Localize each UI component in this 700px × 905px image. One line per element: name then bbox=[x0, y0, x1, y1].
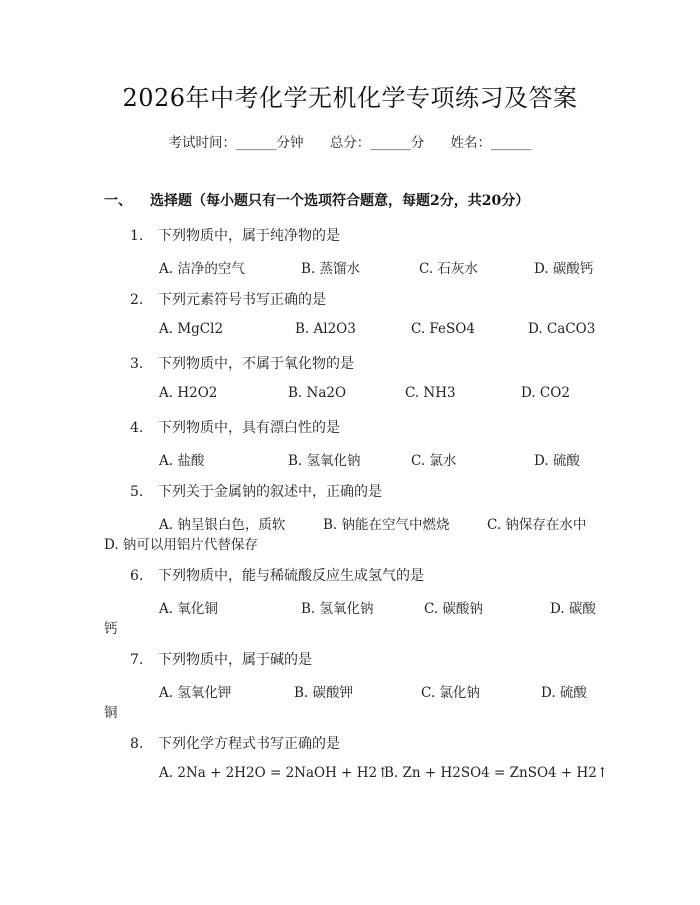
option-b: B. 氢氧化钠 bbox=[301, 601, 374, 617]
option-a: A. 2Na + 2H2O = 2NaOH + H2↑ bbox=[159, 765, 389, 781]
option-a: A. H2O2 bbox=[159, 385, 218, 401]
option-c: C. 碳酸钠 bbox=[424, 601, 483, 617]
question-text: 下列物质中，能与稀硫酸反应生成氢气的是 bbox=[158, 568, 424, 584]
option-d-head: D. 硫酸 bbox=[541, 685, 587, 701]
option-a: A. 氢氧化钾 bbox=[159, 685, 232, 701]
question-stem bbox=[130, 289, 326, 309]
section-label: 选择题（每小题只有一个选项符合题意，每题2分，共20分） bbox=[150, 193, 530, 209]
option-a: A. 洁净的空气 bbox=[159, 261, 245, 277]
option-b: B. Al2O3 bbox=[295, 321, 356, 337]
option-d-tail: 钙 bbox=[104, 621, 118, 637]
option-a: A. 氧化铜 bbox=[159, 601, 218, 617]
question-text: 下列元素符号书写正确的是 bbox=[158, 292, 326, 308]
section-number: 一、 bbox=[104, 193, 132, 209]
question-text: 下列关于金属钠的叙述中，正确的是 bbox=[158, 484, 382, 500]
option-d: D. CO2 bbox=[521, 385, 570, 401]
option-d: D. 碳酸钙 bbox=[534, 261, 594, 277]
question-number: 5. bbox=[130, 484, 144, 500]
question-stem bbox=[130, 649, 312, 669]
name-field: 姓名：______ bbox=[450, 135, 532, 151]
option-c: C. 钠保存在水中 bbox=[487, 517, 587, 533]
option-c: C. FeSO4 bbox=[411, 321, 475, 337]
option-b: B. 氢氧化钠 bbox=[288, 453, 361, 469]
question-text: 下列化学方程式书写正确的是 bbox=[158, 736, 340, 752]
question-stem bbox=[130, 481, 382, 501]
option-b: B. 碳酸钾 bbox=[294, 685, 354, 701]
question-text: 下列物质中，属于碱的是 bbox=[158, 652, 312, 668]
option-c: C. 氯化钠 bbox=[421, 685, 480, 701]
question-number: 3. bbox=[130, 356, 144, 372]
exam-meta bbox=[0, 131, 700, 151]
option-c: C. 氯水 bbox=[411, 453, 457, 469]
option-a: A. 钠呈银白色，质软 bbox=[159, 517, 286, 533]
option-d-head: D. 碳酸 bbox=[550, 601, 596, 617]
total-score-field: 总分：______分 bbox=[329, 135, 425, 151]
question-number: 7. bbox=[130, 652, 144, 668]
question-stem bbox=[130, 565, 424, 585]
question-stem bbox=[130, 353, 354, 373]
option-a: A. MgCl2 bbox=[159, 321, 224, 337]
question-number: 2. bbox=[130, 292, 144, 308]
option-d-tail: 铜 bbox=[104, 705, 118, 721]
option-d: D. CaCO3 bbox=[528, 321, 596, 337]
section-heading bbox=[104, 190, 529, 210]
question-number: 6. bbox=[130, 568, 144, 584]
option-c: C. 石灰水 bbox=[419, 261, 478, 277]
option-c: C. NH3 bbox=[405, 385, 456, 401]
question-text: 下列物质中，不属于氧化物的是 bbox=[158, 356, 354, 372]
question-number: 8. bbox=[130, 736, 144, 752]
question-stem bbox=[130, 225, 340, 245]
option-b: B. 钠能在空气中燃烧 bbox=[323, 517, 450, 533]
question-number: 1. bbox=[130, 228, 144, 244]
option-b: B. 蒸馏水 bbox=[301, 261, 361, 277]
question-text: 下列物质中，属于纯净物的是 bbox=[158, 228, 340, 244]
option-b: B. Zn + H2SO4 = ZnSO4 + H2↑ bbox=[384, 765, 609, 781]
option-b: B. Na2O bbox=[288, 385, 347, 401]
question-stem bbox=[130, 417, 340, 437]
exam-time-field: 考试时间：______分钟 bbox=[168, 135, 304, 151]
option-a: A. 盐酸 bbox=[159, 453, 205, 469]
page-title: 2026年中考化学无机化学专项练习及答案 bbox=[122, 84, 578, 112]
option-d: D. 硫酸 bbox=[534, 453, 580, 469]
question-number: 4. bbox=[130, 420, 144, 436]
question-text: 下列物质中，具有漂白性的是 bbox=[158, 420, 340, 436]
question-stem bbox=[130, 733, 340, 753]
option-d: D. 钠可以用铝片代替保存 bbox=[104, 537, 258, 553]
